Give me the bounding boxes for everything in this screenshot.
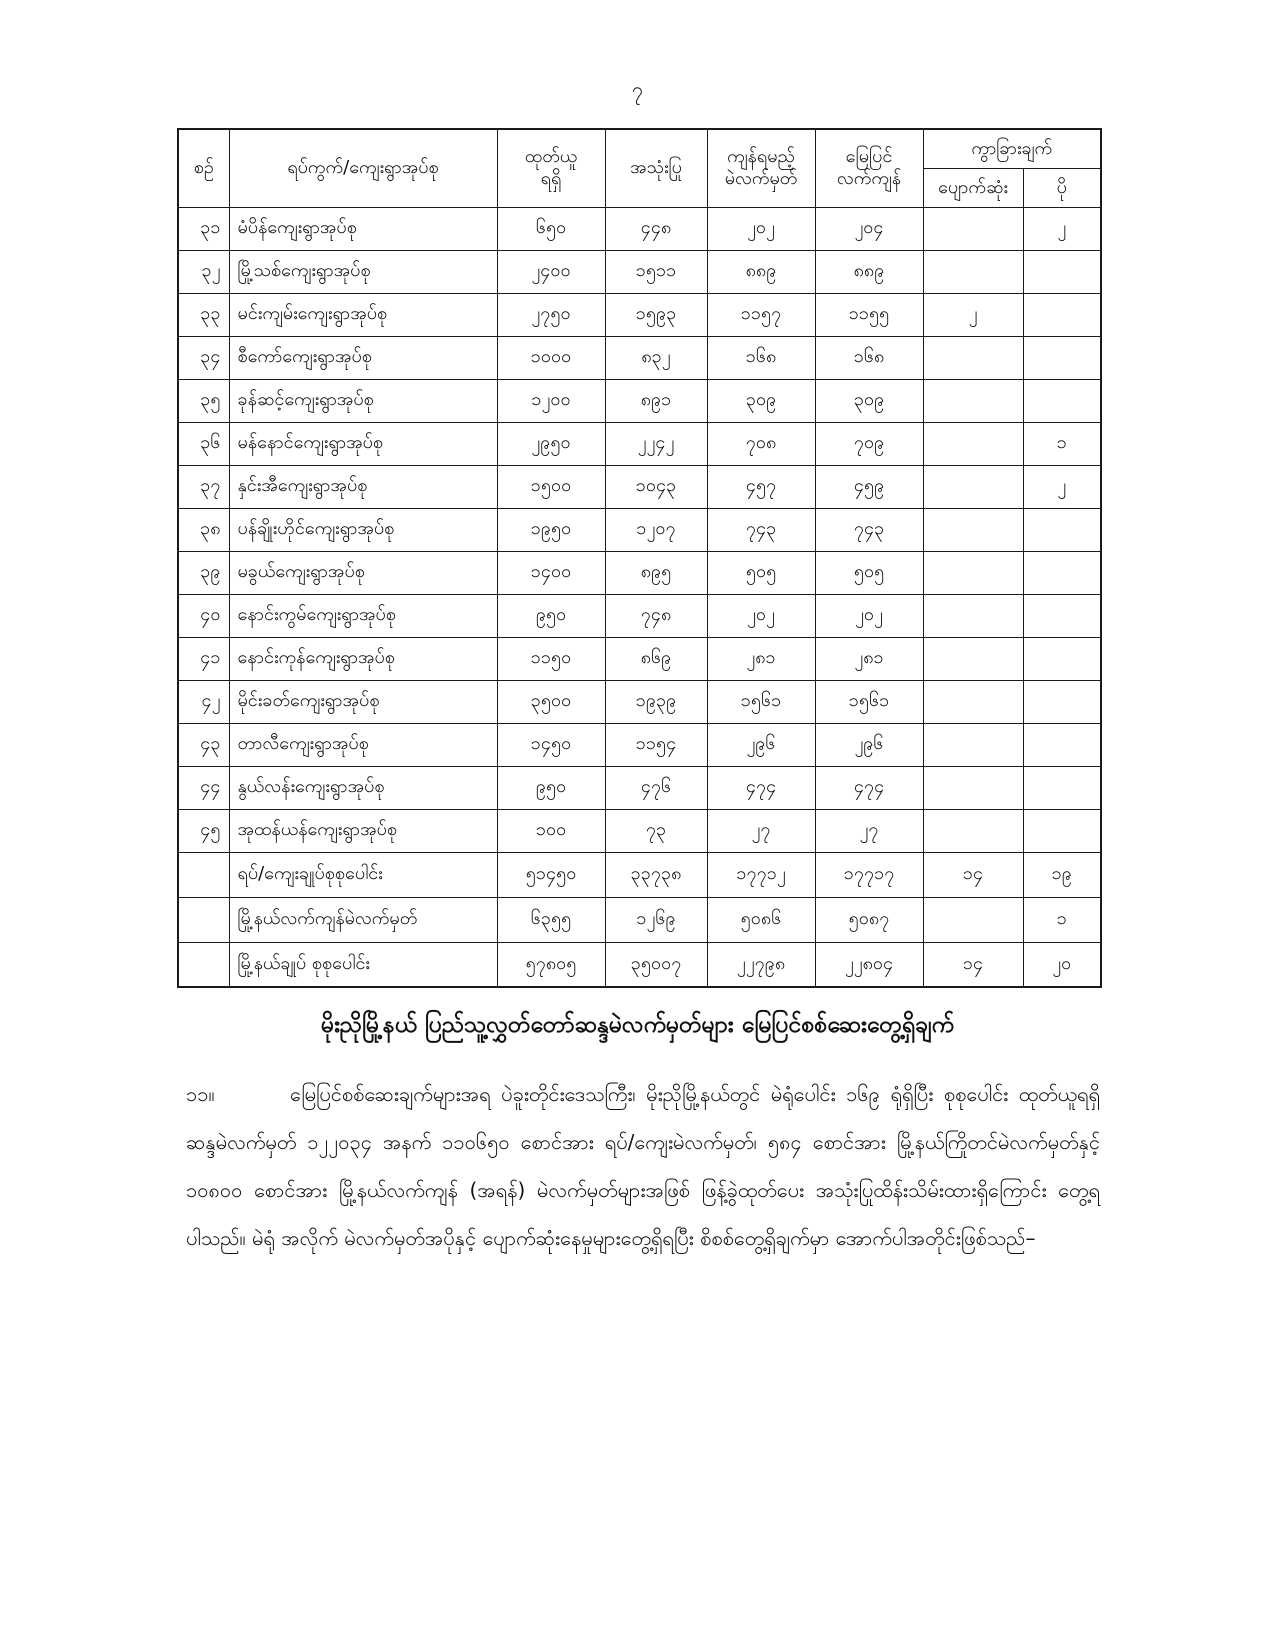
header-missing: ပျောက်ဆုံး	[923, 168, 1023, 207]
cell-ground-remaining: ၂၀၂	[815, 594, 923, 637]
header-ground-remaining	[815, 129, 923, 207]
cell-ground-remaining: ၁၅၆၁	[815, 680, 923, 723]
table-row	[178, 551, 1101, 594]
header-expected-remaining-line-1: ကျန်ရမည့်	[727, 146, 795, 168]
cell-ward-village-tract: မိုင်းခတ်ကျေးရွာအုပ်စု	[229, 680, 497, 723]
cell-missing	[923, 723, 1023, 766]
cell-missing	[923, 250, 1023, 293]
cell-used: ၈၃၂	[605, 336, 707, 379]
cell-missing	[923, 508, 1023, 551]
cell-missing	[923, 336, 1023, 379]
cell-ground-remaining: ၈၈၉	[815, 250, 923, 293]
cell-expected-remaining: ၂၈၁	[707, 637, 815, 680]
cell-total-label: မြို့နယ်ချုပ် စုစုပေါင်း	[229, 942, 497, 987]
cell-extra: ၁၉	[1023, 852, 1101, 897]
cell-expected-remaining: ၂၂၇၉၈	[707, 942, 815, 987]
table-row	[178, 594, 1101, 637]
cell-ground-remaining: ၇၀၉	[815, 422, 923, 465]
cell-extra: ၂	[1023, 465, 1101, 508]
cell-ground-remaining: ၇၄၃	[815, 508, 923, 551]
cell-extra	[1023, 508, 1101, 551]
cell-expected-remaining: ၃၀၉	[707, 379, 815, 422]
table-row	[178, 766, 1101, 809]
cell-serial: ၃၈	[178, 508, 229, 551]
cell-serial: ၄၂	[178, 680, 229, 723]
header-issued-line-2: ရရှိ	[540, 168, 562, 190]
cell-extra	[1023, 551, 1101, 594]
page-number: ၇	[631, 77, 644, 101]
cell-issued: ၁၀၀	[497, 809, 605, 852]
cell-extra: ၁	[1023, 897, 1101, 942]
cell-missing	[923, 809, 1023, 852]
cell-missing	[923, 897, 1023, 942]
header-expected-remaining	[707, 129, 815, 207]
table-row	[178, 336, 1101, 379]
cell-serial: ၃၇	[178, 465, 229, 508]
cell-issued: ၆၅၀	[497, 207, 605, 250]
cell-ward-village-tract: စီကော်ကျေးရွာအုပ်စု	[229, 336, 497, 379]
cell-used: ၁၂၀၇	[605, 508, 707, 551]
total-row	[178, 852, 1101, 897]
cell-extra	[1023, 809, 1101, 852]
cell-serial: ၄၃	[178, 723, 229, 766]
cell-expected-remaining: ၂၀၂	[707, 594, 815, 637]
cell-ward-village-tract: မံပိန်ကျေးရွာအုပ်စု	[229, 207, 497, 250]
cell-ground-remaining: ၃၀၉	[815, 379, 923, 422]
cell-ground-remaining: ၁၁၅၅	[815, 293, 923, 336]
table-row	[178, 680, 1101, 723]
cell-expected-remaining: ၄၇၄	[707, 766, 815, 809]
total-row	[178, 897, 1101, 942]
table-row	[178, 723, 1101, 766]
cell-used: ၁၉၃၉	[605, 680, 707, 723]
cell-serial: ၃၄	[178, 336, 229, 379]
cell-used: ၃၅၀၀၇	[605, 942, 707, 987]
cell-issued: ၆၃၅၅	[497, 897, 605, 942]
paragraph-text: မြေပြင်စစ်ဆေးချက်များအရ ပဲခူးတိုင်းဒေသကြီး၊ မိုးညိုမြို့နယ်တွင် မဲရုံပေါင်း ၁၆၉ ရုံရှိပြီး စုစုပေါင်း ထုတ်ယူရရှိဆန္ဒမဲလက်မှတ် ၁၂၂၀၃၄ အနက် ၁၁၀၆၅၀ စောင်အား ရပ်/ကျေးမဲလက်မှတ်၊ ၅၈၄ စောင်အား မြို့နယ်ကြိုတင်မဲလက်မှတ်နှင့် ၁၀၈၀၀ စောင်အား မြို့နယ်လက်ကျန် (အရန်) မဲလက်မှတ်များအဖြစ် ဖြန့်ခွဲထုတ်ပေး အသုံးပြုထိန်းသိမ်းထားရှိကြောင်း တွေ့ရပါသည်။ မဲရုံ အလိုက် မဲလက်မှတ်အပိုနှင့် ပျောက်ဆုံးနေမှုများတွေ့ရှိရပြီး စိစစ်တွေ့ရှိချက်မှာ အောက်ပါအတိုင်းဖြစ်သည်–	[186, 1082, 1100, 1250]
cell-ground-remaining: ၁၆၈	[815, 336, 923, 379]
cell-serial: ၃၂	[178, 250, 229, 293]
cell-used: ၈၉၁	[605, 379, 707, 422]
cell-expected-remaining: ၄၅၇	[707, 465, 815, 508]
cell-used: ၁၂၆၉	[605, 897, 707, 942]
cell-serial-empty	[178, 897, 229, 942]
header-ground-remaining-line-2: လက်ကျန်	[836, 168, 902, 190]
findings-section	[0, 1004, 1275, 1262]
cell-ground-remaining: ၂၈၁	[815, 637, 923, 680]
cell-extra: ၂	[1023, 207, 1101, 250]
cell-expected-remaining: ၁၆၈	[707, 336, 815, 379]
cell-ground-remaining: ၅၀၅	[815, 551, 923, 594]
cell-ground-remaining: ၂၇	[815, 809, 923, 852]
cell-ward-village-tract: မင်းကျမ်းကျေးရွာအုပ်စု	[229, 293, 497, 336]
cell-used: ၁၁၅၄	[605, 723, 707, 766]
cell-issued: ၁၂၀၀	[497, 379, 605, 422]
cell-extra	[1023, 680, 1101, 723]
cell-ward-village-tract: မြို့သစ်ကျေးရွာအုပ်စု	[229, 250, 497, 293]
cell-used: ၄၇၆	[605, 766, 707, 809]
table-row	[178, 207, 1101, 250]
cell-extra	[1023, 766, 1101, 809]
cell-extra	[1023, 293, 1101, 336]
cell-issued: ၁၄၅၀	[497, 723, 605, 766]
table-row	[178, 637, 1101, 680]
cell-ward-village-tract: တာလီကျေးရွာအုပ်စု	[229, 723, 497, 766]
cell-missing	[923, 637, 1023, 680]
cell-issued: ၁၀၀၀	[497, 336, 605, 379]
header-ground-remaining-line-1: မြေပြင်	[845, 146, 893, 168]
cell-missing	[923, 379, 1023, 422]
cell-ward-village-tract: မခွယ်ကျေးရွာအုပ်စု	[229, 551, 497, 594]
cell-used: ၇၃	[605, 809, 707, 852]
header-row	[178, 129, 1101, 168]
cell-extra	[1023, 250, 1101, 293]
cell-extra	[1023, 379, 1101, 422]
cell-extra: ၂၀	[1023, 942, 1101, 987]
cell-used: ၈၆၉	[605, 637, 707, 680]
cell-ward-village-tract: အုထန်ယန်ကျေးရွာအုပ်စု	[229, 809, 497, 852]
header-serial: စဉ်	[178, 129, 229, 207]
header-used: အသုံးပြု	[605, 129, 707, 207]
cell-missing	[923, 465, 1023, 508]
cell-issued: ၁၉၅၀	[497, 508, 605, 551]
cell-serial: ၃၃	[178, 293, 229, 336]
table-row	[178, 809, 1101, 852]
cell-used: ၈၉၅	[605, 551, 707, 594]
table-row	[178, 379, 1101, 422]
cell-missing	[923, 594, 1023, 637]
cell-used: ၇၄၈	[605, 594, 707, 637]
cell-issued: ၉၅၀	[497, 594, 605, 637]
cell-missing	[923, 551, 1023, 594]
cell-issued: ၅၇၈၀၅	[497, 942, 605, 987]
cell-ground-remaining: ၅၀၈၇	[815, 897, 923, 942]
cell-ward-village-tract: မန်နောင်ကျေးရွာအုပ်စု	[229, 422, 497, 465]
cell-ground-remaining: ၂၂၈၀၄	[815, 942, 923, 987]
header-issued	[497, 129, 605, 207]
cell-ground-remaining: ၁၇၇၁၇	[815, 852, 923, 897]
cell-missing	[923, 680, 1023, 723]
cell-issued: ၂၄၀၀	[497, 250, 605, 293]
cell-expected-remaining: ၂၇	[707, 809, 815, 852]
cell-issued: ၁၄၀၀	[497, 551, 605, 594]
cell-missing	[923, 207, 1023, 250]
table-row	[178, 465, 1101, 508]
cell-expected-remaining: ၂၀၂	[707, 207, 815, 250]
cell-expected-remaining: ၁၁၅၇	[707, 293, 815, 336]
header-extra: ပို	[1023, 168, 1101, 207]
cell-serial-empty	[178, 942, 229, 987]
cell-serial: ၃၆	[178, 422, 229, 465]
cell-serial: ၃၅	[178, 379, 229, 422]
cell-serial: ၄၁	[178, 637, 229, 680]
cell-ward-village-tract: နောင်းကွမ်ကျေးရွာအုပ်စု	[229, 594, 497, 637]
table-header	[178, 129, 1101, 207]
header-expected-remaining-line-2: မဲလက်မှတ်	[724, 168, 798, 190]
cell-issued: ၉၅၀	[497, 766, 605, 809]
header-ward-village-tract: ရပ်ကွက်/ကျေးရွာအုပ်စု	[229, 129, 497, 207]
cell-expected-remaining: ၅၀၅	[707, 551, 815, 594]
table-row	[178, 293, 1101, 336]
cell-ward-village-tract: နှင်းအီကျေးရွာအုပ်စု	[229, 465, 497, 508]
cell-extra	[1023, 594, 1101, 637]
cell-ground-remaining: ၂၀၄	[815, 207, 923, 250]
cell-missing: ၁၄	[923, 852, 1023, 897]
cell-ground-remaining: ၄၅၉	[815, 465, 923, 508]
cell-used: ၃၃၇၃၈	[605, 852, 707, 897]
cell-issued: ၅၁၄၅၀	[497, 852, 605, 897]
table-body	[178, 207, 1101, 987]
cell-expected-remaining: ၁၇၇၁၂	[707, 852, 815, 897]
cell-serial: ၃၉	[178, 551, 229, 594]
ballot-audit-table	[177, 128, 1102, 988]
cell-serial: ၃၁	[178, 207, 229, 250]
section-heading: မိုးညိုမြို့နယ် ပြည်သူ့လွှတ်တော်ဆန္ဒမဲလက်မှတ်များ မြေပြင်စစ်ဆေးတွေ့ရှိချက်	[320, 1012, 955, 1038]
table-row	[178, 250, 1101, 293]
cell-used: ၁၅၉၃	[605, 293, 707, 336]
cell-total-label: မြို့နယ်လက်ကျန်မဲလက်မှတ်	[229, 897, 497, 942]
cell-expected-remaining: ၂၉၆	[707, 723, 815, 766]
cell-used: ၁၀၄၃	[605, 465, 707, 508]
cell-missing	[923, 422, 1023, 465]
header-difference: ကွာခြားချက်	[923, 129, 1101, 168]
table-row	[178, 422, 1101, 465]
cell-missing: ၁၄	[923, 942, 1023, 987]
cell-ground-remaining: ၄၇၄	[815, 766, 923, 809]
cell-issued: ၃၅၀၀	[497, 680, 605, 723]
cell-extra	[1023, 336, 1101, 379]
cell-issued: ၂၉၅၀	[497, 422, 605, 465]
cell-ward-village-tract: နောင်းကုန်ကျေးရွာအုပ်စု	[229, 637, 497, 680]
cell-extra: ၁	[1023, 422, 1101, 465]
cell-ward-village-tract: နွယ်လန်းကျေးရွာအုပ်စု	[229, 766, 497, 809]
cell-ground-remaining: ၂၉၆	[815, 723, 923, 766]
table-row	[178, 508, 1101, 551]
cell-issued: ၁၅၀၀	[497, 465, 605, 508]
cell-extra	[1023, 637, 1101, 680]
cell-expected-remaining: ၈၈၉	[707, 250, 815, 293]
cell-ward-village-tract: ခုန်ဆင့်ကျေးရွာအုပ်စု	[229, 379, 497, 422]
cell-total-label: ရပ်/ကျေးချုပ်စုစုပေါင်း	[229, 852, 497, 897]
cell-serial-empty	[178, 852, 229, 897]
cell-serial: ၄၄	[178, 766, 229, 809]
total-row	[178, 942, 1101, 987]
cell-issued: ၁၁၅၀	[497, 637, 605, 680]
cell-expected-remaining: ၇၀၈	[707, 422, 815, 465]
cell-missing	[923, 766, 1023, 809]
cell-used: ၂၂၄၂	[605, 422, 707, 465]
cell-expected-remaining: ၅၀၈၆	[707, 897, 815, 942]
findings-paragraph	[186, 1070, 1100, 1262]
cell-extra	[1023, 723, 1101, 766]
header-issued-line-1: ထုတ်ယူ	[524, 146, 578, 168]
cell-expected-remaining: ၇၄၃	[707, 508, 815, 551]
cell-used: ၁၅၁၁	[605, 250, 707, 293]
cell-missing: ၂	[923, 293, 1023, 336]
cell-serial: ၄၅	[178, 809, 229, 852]
cell-expected-remaining: ၁၅၆၁	[707, 680, 815, 723]
cell-serial: ၄၀	[178, 594, 229, 637]
cell-used: ၄၄၈	[605, 207, 707, 250]
cell-issued: ၂၇၅၀	[497, 293, 605, 336]
cell-ward-village-tract: ပန်ချိုးဟိုင်ကျေးရွာအုပ်စု	[229, 508, 497, 551]
paragraph-number: ၁၁။	[186, 1082, 215, 1106]
